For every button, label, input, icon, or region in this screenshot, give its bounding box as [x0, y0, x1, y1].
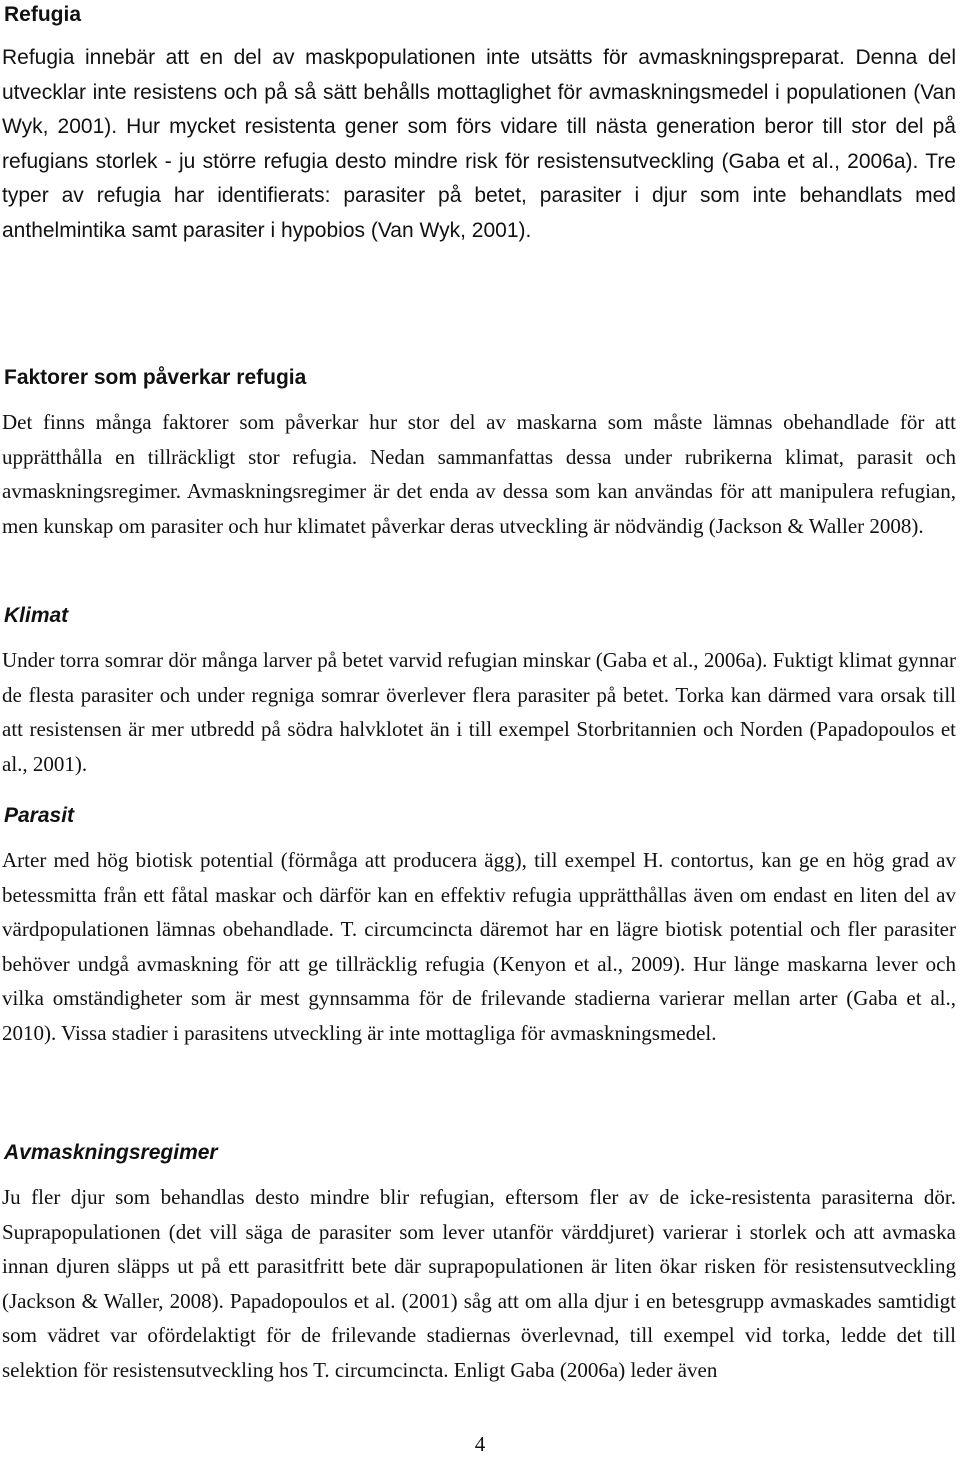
heading-faktorer: Faktorer som påverkar refugia	[4, 366, 307, 389]
paragraph-klimat: Under torra somrar dör många larver på betet varvid refugian minskar (Gaba et al., 2006a). Fuktigt klimat gynnar de flesta parasiter och under regniga somrar överlever flera parasiter på betet. Torka kan därmed vara orsak till att resistensen är mer utbredd på södra halvklotet än i till exempel Storbritannien och Norden (Papadopoulos et al., 2001).	[2, 648, 956, 776]
paragraph-faktorer: Det finns många faktorer som påverkar hur stor del av maskarna som måste lämnas obehandlade för att upprätthålla en tillräckligt stor refugia. Nedan sammanfattas dessa under rubrikerna klimat, parasit och avmaskningsregimer. Avmaskningsregimer är det enda av dessa som kan användas för att manipulera refugian, men kunskap om parasiter och hur klimatet påverkar deras utveckling är nödvändig (Jackson & Waller 2008).	[2, 410, 956, 538]
heading-refugia: Refugia	[4, 3, 82, 26]
heading-klimat: Klimat	[4, 604, 69, 627]
heading-avmaskningsregimer: Avmaskningsregimer	[4, 1141, 218, 1164]
paragraph-refugia: Refugia innebär att en del av maskpopulationen inte utsätts för avmaskningspreparat. Denna del utvecklar inte resistens och på så sätt behålls mottaglighet för avmaskningsmedel i populationen (Van Wyk, 2001). Hur mycket resistenta gener som förs vidare till nästa generation beror till stor del på refugians storlek - ju större refugia desto mindre risk för resistensutveckling (Gaba et al., 2006a). Tre typer av refugia har identifierats: parasiter på betet, parasiter i djur som inte behandlats med anthelmintika samt parasiter i hypobios (Van Wyk, 2001).	[2, 46, 956, 242]
paragraph-parasit: Arter med hög biotisk potential (förmåga att producera ägg), till exempel H. contortus, kan ge en hög grad av betessmitta från ett fåtal maskar och därför kan en effektiv refugia upprätthållas även om endast en liten del av värdpopulationen lämnas obehandlade. T. circumcincta däremot har en lägre biotisk potential och fler parasiter behöver undgå avmaskning för att ge tillräcklig refugia (Kenyon et al., 2009). Hur länge maskarna lever och vilka omständigheter som är mest gynnsamma för de frilevande stadierna varierar mellan arter (Gaba et al., 2010). Vissa stadier i parasitens utveckling är inte mottagliga för avmaskningsmedel.	[2, 848, 956, 1045]
paragraph-avmaskningsregimer: Ju fler djur som behandlas desto mindre blir refugian, eftersom fler av de icke-resistenta parasiterna dör. Suprapopulationen (det vill säga de parasiter som lever utanför värddjuret) varierar i storlek och att avmaska innan djuren släpps ut på ett parasitfritt bete där suprapopulationen är liten ökar risken för resistensutveckling (Jackson & Waller, 2008). Papadopoulos et al. (2001) såg att om alla djur i en betesgrupp avmaskades samtidigt som vädret var ofördelaktigt för de frilevande stadiernas överlevnad, till exempel vid torka, ledde det till selektion för resistensutveckling hos T. circumcincta. Enligt Gaba (2006a) leder även	[2, 1185, 956, 1382]
page-number: 4	[474, 1432, 486, 1456]
heading-parasit: Parasit	[4, 804, 75, 827]
